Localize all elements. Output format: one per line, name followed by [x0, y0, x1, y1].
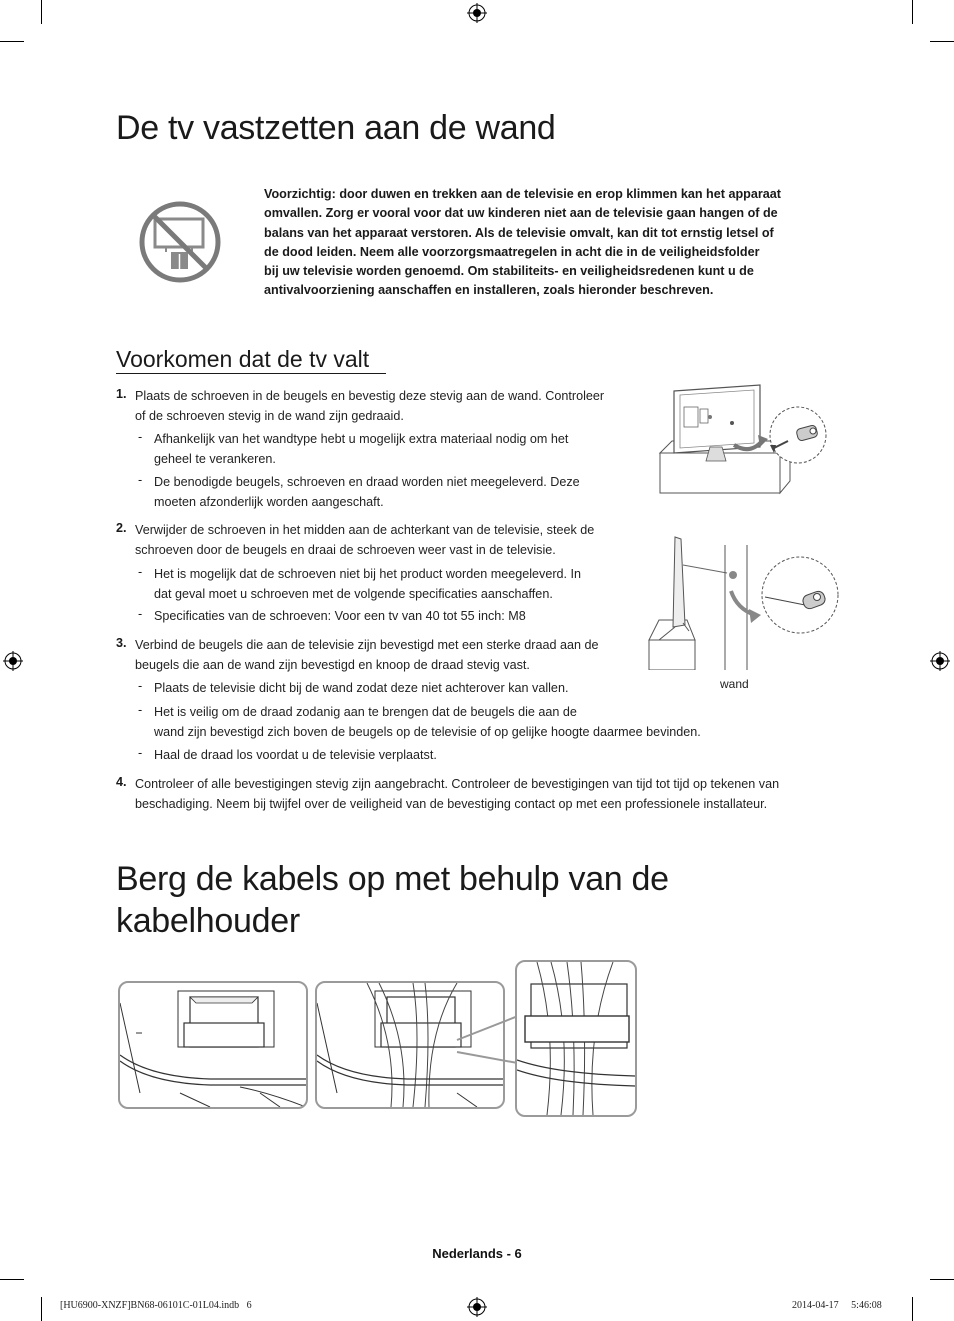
registration-mark-icon [467, 1297, 487, 1317]
step-line: Verwijder de schroeven in het midden aan de achterkant van de televisie, steek de [135, 523, 595, 537]
sub-bullet-text [154, 607, 634, 627]
crop-mark [41, 1297, 42, 1321]
sub-line: Het is veilig om de draad zodanig aan te brengen dat de beugels die aan de [154, 705, 577, 719]
sub-bullet-dash: - [138, 565, 143, 579]
step-line: Controleer of alle bevestigingen stevig zijn aangebracht. Controleer de bevestigingen van tijd tot tijd op tekenen van [135, 777, 780, 791]
cable-holder-zoom-illustration [517, 962, 635, 1115]
subsection-title: Voorkomen dat de tv valt [116, 346, 370, 372]
sub-bullet-text [154, 565, 634, 604]
step-text [135, 387, 635, 426]
crop-mark [41, 0, 42, 24]
step-text [135, 775, 835, 814]
print-slug-timestamp: 2014-04-17 ​ 5:46:08 [792, 1300, 882, 1311]
crop-mark [0, 41, 24, 42]
registration-mark-icon [467, 3, 487, 23]
crop-mark [912, 0, 913, 24]
tv-wall-wire-illustration [645, 535, 845, 670]
cable-holder-panel-1 [118, 981, 308, 1109]
crop-mark [930, 41, 954, 42]
sub-bullet-text [154, 679, 634, 699]
print-slug-file: [HU6900-XNZF]BN68-06101C-01L04.indb 6 [60, 1300, 252, 1311]
sub-bullet-text [154, 473, 634, 512]
registration-mark-icon [930, 651, 950, 671]
sub-bullet-dash: - [138, 607, 143, 621]
step-text [135, 636, 635, 675]
step-line: of de schroeven stevig in de wand zijn gedraaid. [135, 408, 404, 423]
caution-line: antivalvoorziening aanschaffen en installeren, zoals hieronder beschreven. [264, 283, 714, 298]
sub-bullet-dash: - [138, 746, 143, 760]
registration-mark-icon [3, 651, 23, 671]
step-line: beugels die aan de wand zijn bevestigd en knoop de draad stevig vast. [135, 657, 530, 672]
sub-bullet-text [154, 703, 794, 742]
step-line: Plaats de schroeven in de beugels en bevestig deze stevig aan de wand. Controleer [135, 389, 605, 403]
no-climbing-warning-icon [138, 200, 222, 284]
cable-holder-panel-3-zoom [515, 960, 637, 1117]
page-number: Nederlands - 6 [432, 1246, 522, 1261]
sub-line: wand zijn bevestigd zich boven de beugels op de televisie of op gelijke hoogte daarmee bevinden. [154, 724, 701, 739]
sub-bullet-text [154, 746, 634, 766]
step-line: beschadiging. Neem bij twijfel over de veiligheid van de bevestiging contact op met een professionele installateur. [135, 796, 768, 811]
caution-line: Voorzichtig: door duwen en trekken aan de televisie en erop klimmen kan het apparaat [264, 187, 781, 201]
tv-back-bracket-illustration [650, 383, 840, 498]
section-title-wall-mount: De tv vastzetten aan de wand [116, 109, 556, 147]
cable-holder-step-1-illustration [120, 983, 306, 1107]
caution-line: balans van het apparaat verstoren. Als de televisie omvalt, kan dit tot ernstig letsel of [264, 225, 774, 240]
title-line: kabelhouder [116, 902, 300, 940]
sub-line: geheel te verankeren. [154, 451, 276, 466]
sub-bullet-dash: - [138, 473, 143, 487]
caution-line: omvallen. Zorg er vooral voor dat uw kinderen niet aan de televisie gaan hangen of de [264, 206, 778, 221]
caution-paragraph [264, 185, 824, 301]
step-number: 1. [116, 387, 127, 401]
wall-label: wand [720, 677, 749, 691]
subsection-underline [116, 373, 386, 374]
crop-mark [0, 1279, 24, 1280]
crop-mark [912, 1297, 913, 1321]
sub-line: Haal de draad los voordat u de televisie verplaatst. [154, 748, 437, 762]
step-line: Verbind de beugels die aan de televisie zijn bevestigd met een sterke draad aan de [135, 638, 599, 652]
sub-line: Het is mogelijk dat de schroeven niet bij het product worden meegeleverd. In [154, 567, 582, 581]
caution-line: de dood leiden. Neem alle voorzorgsmaatregelen in acht die in de veiligheidsfolder [264, 244, 760, 259]
sub-line: moeten afzonderlijk worden aangeschaft. [154, 494, 384, 509]
step-number: 4. [116, 775, 127, 789]
section-title-cable-holder [116, 858, 669, 942]
sub-bullet-dash: - [138, 430, 143, 444]
sub-line: Plaats de televisie dicht bij de wand zodat deze niet achterover kan vallen. [154, 681, 569, 695]
sub-line: dat geval moet u schroeven met de volgende specificaties aanschaffen. [154, 586, 553, 601]
sub-line: De benodigde beugels, schroeven en draad worden niet meegeleverd. Deze [154, 475, 580, 489]
caution-line: bij uw televisie worden genoemd. Om stabiliteits- en veiligheidsredenen kunt u de [264, 264, 754, 279]
sub-bullet-dash: - [138, 703, 143, 717]
crop-mark [930, 1279, 954, 1280]
sub-line: Specificaties van de schroeven: Voor een tv van 40 tot 55 inch: M8 [154, 609, 526, 623]
sub-bullet-text [154, 430, 634, 469]
title-line: Berg de kabels op met behulp van de [116, 860, 669, 898]
sub-line: Afhankelijk van het wandtype hebt u mogelijk extra materiaal nodig om het [154, 432, 569, 446]
step-number: 2. [116, 521, 127, 535]
step-number: 3. [116, 636, 127, 650]
step-line: schroeven door de beugels en draai de schroeven weer vast in de televisie. [135, 542, 556, 557]
sub-bullet-dash: - [138, 679, 143, 693]
step-text [135, 521, 635, 560]
